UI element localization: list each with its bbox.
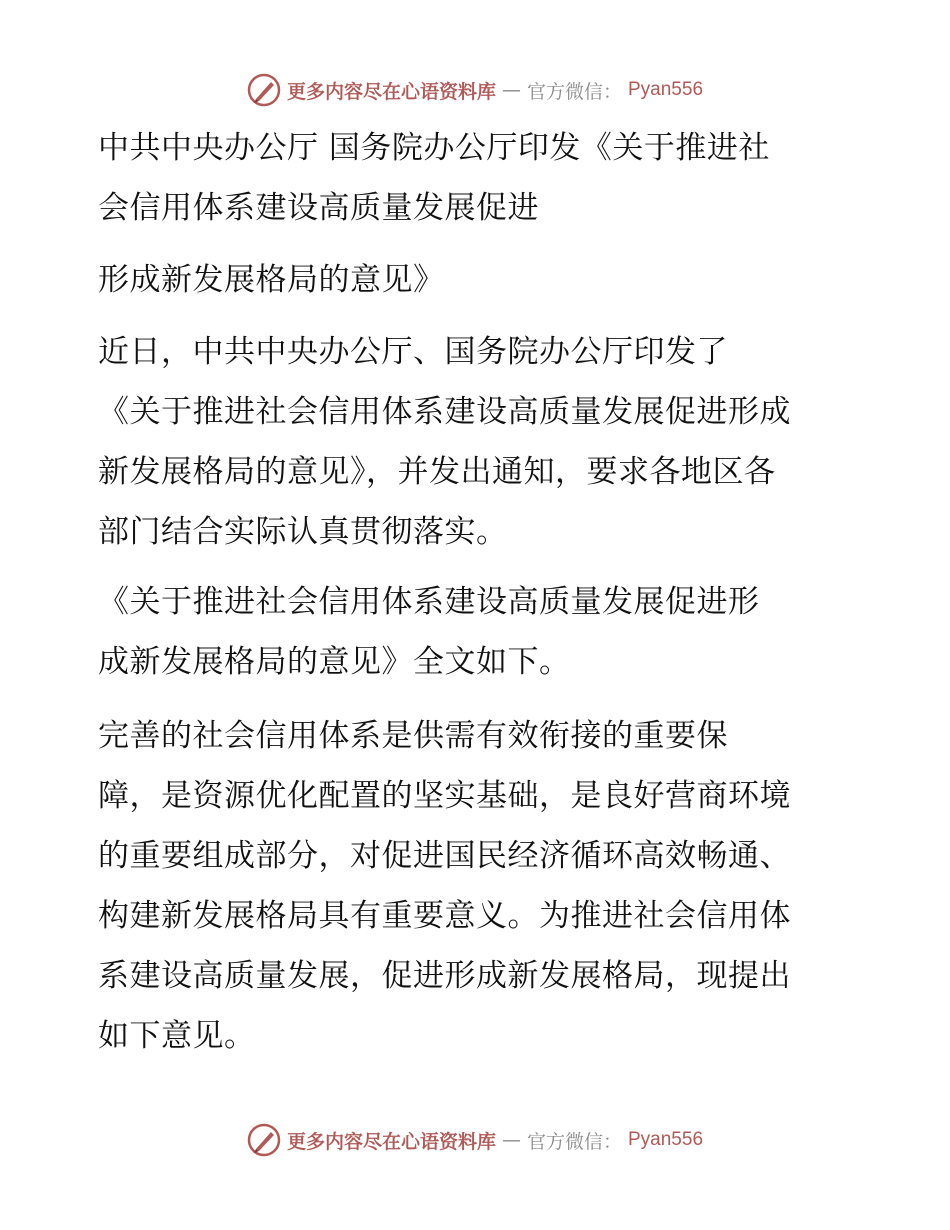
document-body: [98, 118, 850, 238]
banner-separator: —: [501, 79, 521, 101]
banner-wechat-handle: Pyan556: [628, 1129, 704, 1150]
paragraph-1: [98, 322, 850, 562]
banner-wechat-handle: Pyan556: [628, 79, 704, 100]
paragraph-2: [98, 572, 850, 692]
banner-official-label: 官方微信：: [526, 80, 622, 103]
paragraph-line: 如下意见。: [98, 1018, 256, 1054]
paragraph-line: 的重要组成部分，对促进国民经济循环高效畅通、: [98, 838, 791, 874]
paragraph-line: 《关于推进社会信用体系建设高质量发展促进形成: [98, 394, 791, 430]
paragraph-line: 构建新发展格局具有重要意义。为推进社会信用体: [98, 898, 791, 934]
banner-separator: —: [501, 1129, 521, 1151]
paragraph-line: 近日，中共中央办公厅、国务院办公厅印发了: [98, 334, 728, 370]
paragraph-line: 系建设高质量发展，促进形成新发展格局，现提出: [98, 958, 791, 994]
header-banner: [0, 70, 950, 110]
footer-banner: [0, 1120, 950, 1160]
title-line: 中共中央办公厅 国务院办公厅印发《关于推进社: [98, 130, 770, 166]
document-title: [98, 118, 850, 238]
title-line: 会信用体系建设高质量发展促进: [98, 190, 539, 226]
banner-title: 更多内容尽在心语资料库: [286, 1130, 496, 1153]
paragraph-line: 新发展格局的意见》，并发出通知，要求各地区各: [98, 454, 776, 490]
banner-title: 更多内容尽在心语资料库: [286, 80, 496, 103]
quill-pen-logo-icon: [247, 1123, 281, 1157]
quill-pen-logo-icon: [247, 73, 281, 107]
paragraph-3: [98, 706, 850, 1066]
banner-official-label: 官方微信：: [526, 1130, 622, 1153]
paragraph-line: 成新发展格局的意见》全文如下。: [98, 644, 571, 680]
paragraph-line: 《关于推进社会信用体系建设高质量发展促进形: [98, 584, 760, 620]
paragraph-line: 完善的社会信用体系是供需有效衔接的重要保: [98, 718, 728, 754]
document-title-cont: [98, 250, 850, 310]
paragraph-line: 障，是资源优化配置的坚实基础，是良好营商环境: [98, 778, 791, 814]
paragraph-line: 部门结合实际认真贯彻落实。: [98, 514, 508, 550]
title-line: 形成新发展格局的意见》: [98, 262, 445, 298]
